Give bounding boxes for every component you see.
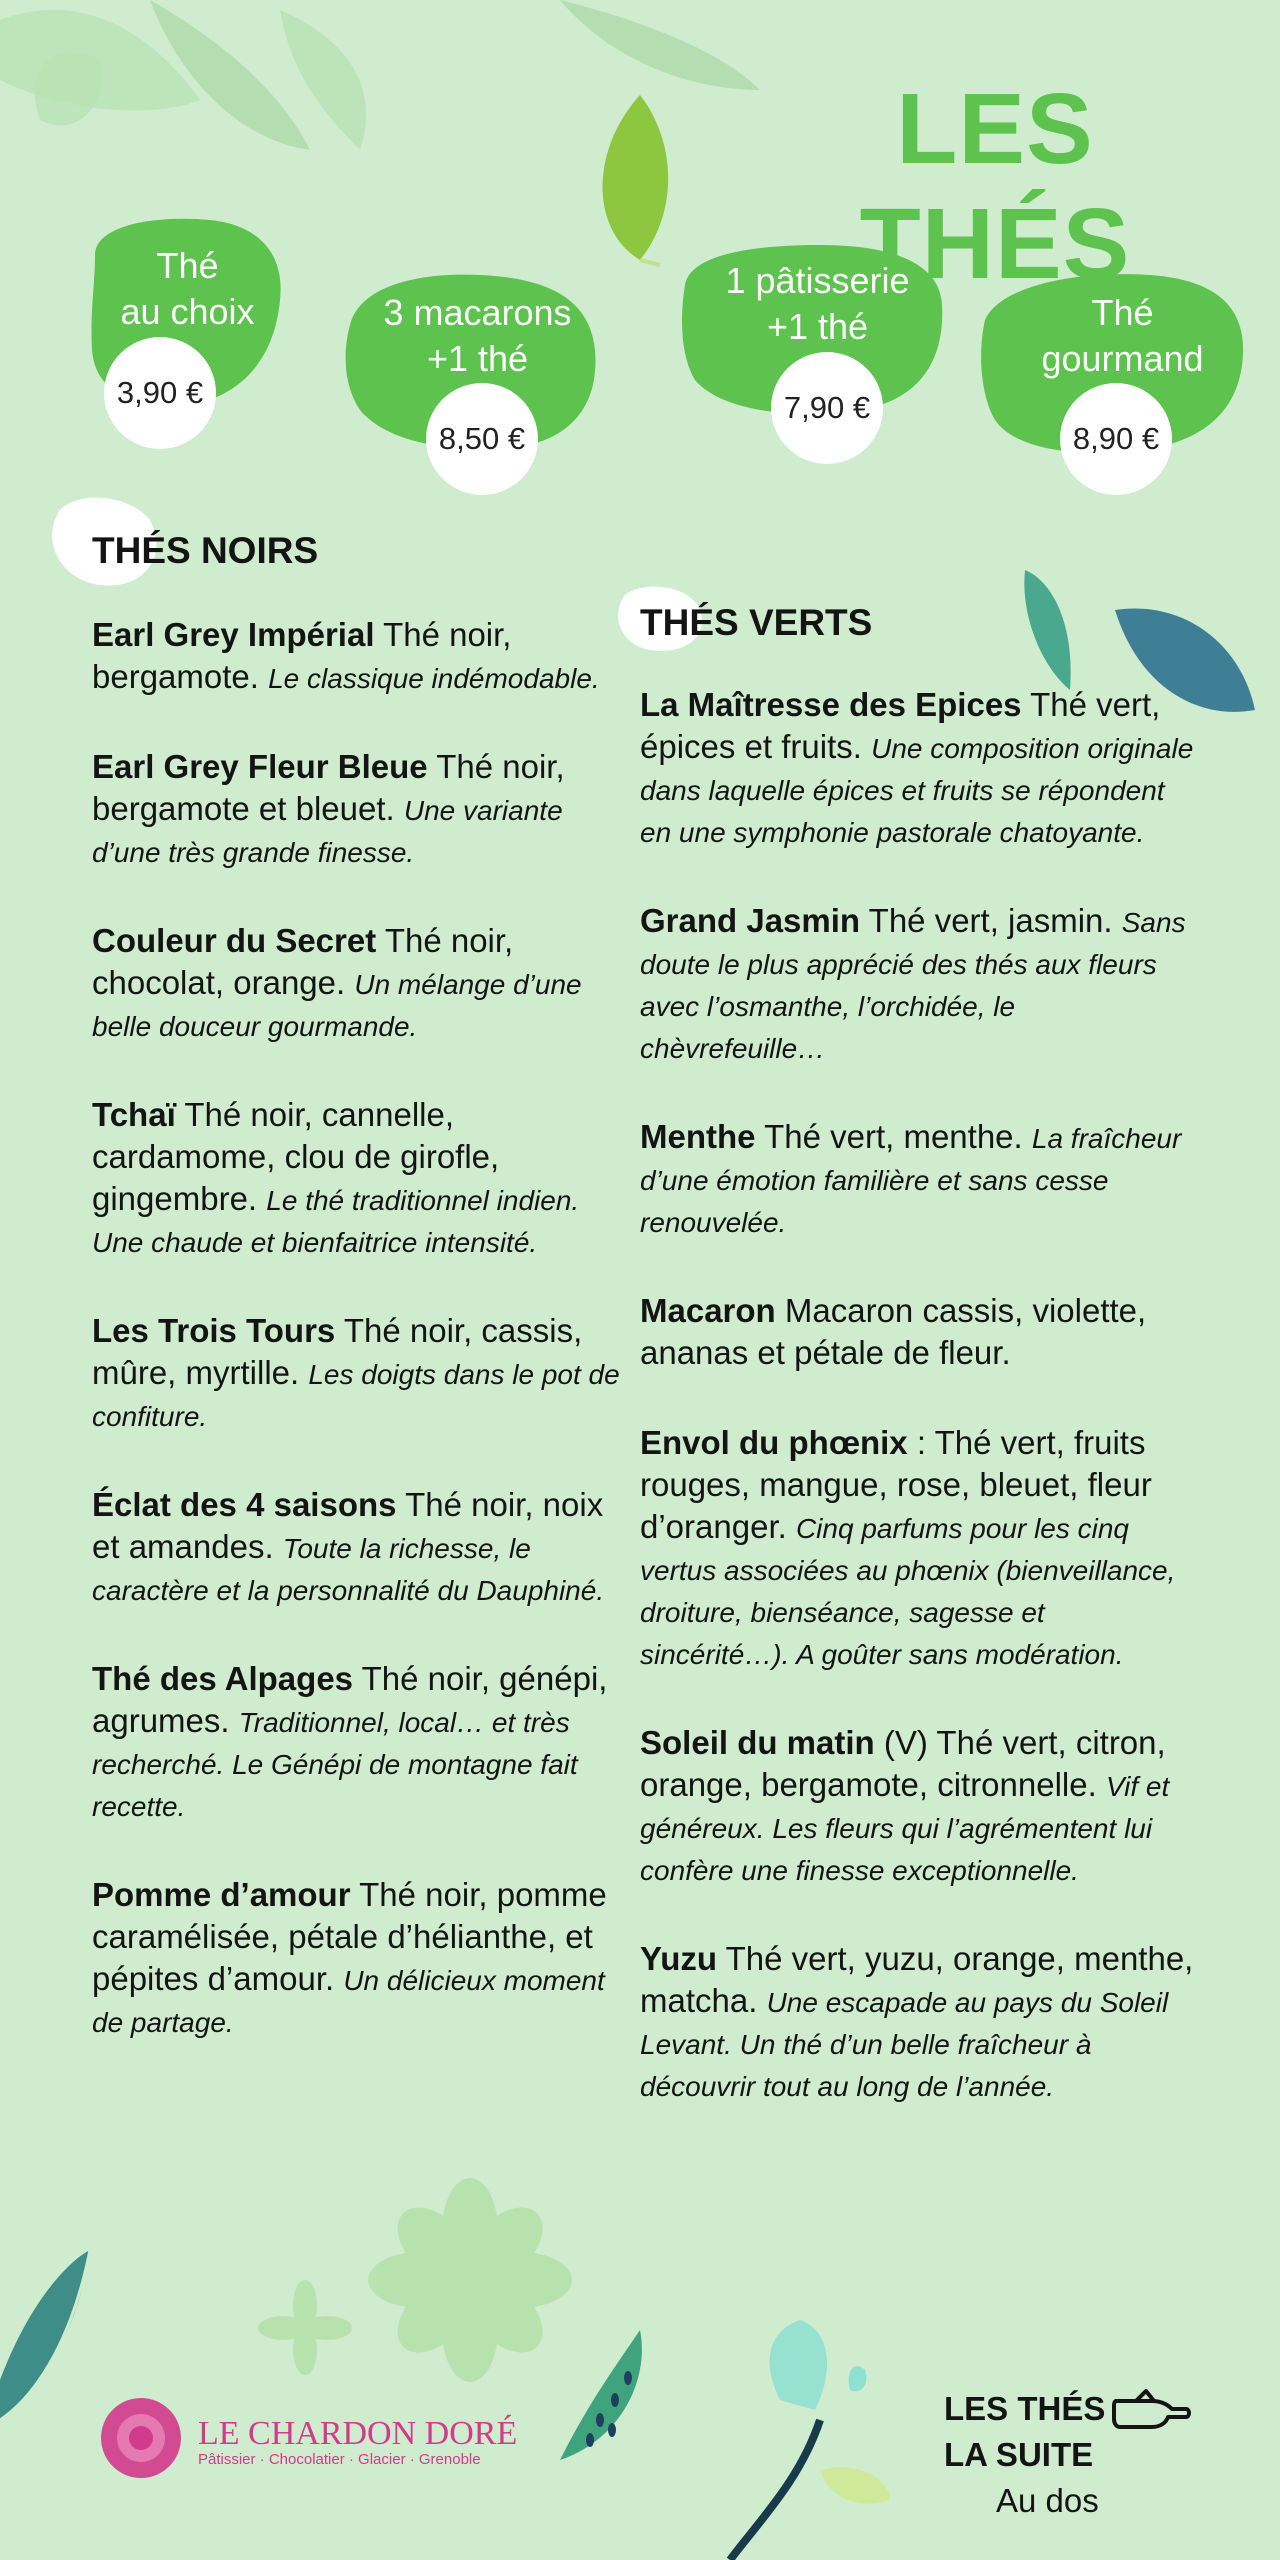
- item-desc: Thé vert, menthe.: [764, 1118, 1023, 1155]
- logo-mark: [101, 2398, 181, 2478]
- list-item: [92, 614, 622, 698]
- item-desc: Thé noir, cassis, mûre, myrtille.: [92, 1312, 583, 1391]
- list-item: [640, 1116, 1200, 1242]
- list-item: [92, 1874, 622, 2042]
- item-note: Une escapade au pays du Soleil Levant. Un thé d’un belle fraîcheur à découvrir tout au long de l’année.: [640, 1987, 1169, 2102]
- more-teas-line1: LES THÉS: [944, 2390, 1106, 2427]
- offer-1: [95, 243, 280, 335]
- item-desc: Thé noir, noix et amandes.: [92, 1486, 604, 1565]
- list-item: [640, 1290, 1200, 1374]
- offer-2-line1: 3 macarons: [383, 292, 572, 333]
- item-desc: Thé vert, yuzu, orange, menthe, matcha.: [640, 1940, 1194, 2019]
- list-item: [640, 1722, 1200, 1890]
- item-note: Cinq parfums pour les cinq vertus associées au phœnix (bienveillance, droiture, bienséance, sagesse et sincérité…). A goûter sans modération.: [640, 1513, 1176, 1670]
- offer-4-line1: Thé: [1091, 292, 1154, 333]
- list-item: [92, 1484, 622, 1610]
- item-note: Vif et généreux. Les fleurs qui l’agrémentent lui confère une finesse exceptionnelle.: [640, 1771, 1170, 1886]
- offer-4: [1000, 290, 1245, 382]
- item-desc: Thé noir, bergamote et bleuet.: [92, 748, 565, 827]
- item-desc: Thé noir, bergamote.: [92, 616, 512, 695]
- more-teas-line2: LA SUITE: [944, 2436, 1094, 2473]
- pointing-hand-icon: [1112, 2387, 1192, 2429]
- item-desc: Thé noir, pomme caramélisée, pétale d’hélianthe, et pépites d’amour.: [92, 1876, 607, 1997]
- item-note: Le classique indémodable.: [268, 663, 600, 694]
- offer-3-price: 7,90 €: [771, 352, 883, 464]
- item-note: Sans doute le plus apprécié des thés aux fleurs avec l’osmanthe, l’orchidée, le chèvrefeuille…: [640, 907, 1186, 1064]
- item-note: Traditionnel, local… et très recherché. Le Génépi de montagne fait recette.: [92, 1707, 578, 1822]
- item-desc: : Thé vert, fruits rouges, mangue, rose, bleuet, fleur d’oranger.: [640, 1424, 1152, 1545]
- item-desc: Thé noir, cannelle, cardamome, clou de girofle, gingembre.: [92, 1096, 500, 1217]
- list-item: [92, 746, 622, 872]
- leaf-green: [603, 95, 669, 260]
- offer-2-price: 8,50 €: [426, 383, 538, 495]
- item-desc: Thé vert, jasmin.: [868, 902, 1113, 939]
- item-note: Une composition originale dans laquelle épices et fruits se répondent en une symphonie pastorale chatoyante.: [640, 733, 1194, 848]
- offer-3-line2: +1 thé: [766, 306, 869, 347]
- offer-4-price: 8,90 €: [1060, 383, 1172, 495]
- item-desc: Thé noir, génépi, agrumes.: [92, 1660, 608, 1739]
- offer-2: [355, 290, 600, 382]
- list-item: [92, 1658, 622, 1826]
- list-item: [640, 1422, 1200, 1674]
- list-item: [640, 900, 1200, 1068]
- offer-4-line2: gourmand: [1041, 338, 1204, 379]
- offer-3: [695, 258, 940, 350]
- item-name: Macaron: [640, 1292, 776, 1329]
- item-name: La Maîtresse des Epices: [640, 686, 1022, 723]
- item-desc: Thé noir, chocolat, orange.: [92, 922, 514, 1001]
- offer-1-line2: au choix: [120, 291, 255, 332]
- item-name: Couleur du Secret: [92, 922, 377, 959]
- brand-tagline: Pâtissier · Chocolatier · Glacier · Grenoble: [198, 2451, 481, 2468]
- verts-column: [640, 602, 1200, 2106]
- item-name: Tchaï: [92, 1096, 176, 1133]
- offer-1-line1: Thé: [156, 245, 219, 286]
- offer-1-price: 3,90 €: [104, 337, 216, 449]
- item-note: Toute la richesse, le caractère et la personnalité du Dauphiné.: [92, 1533, 605, 1606]
- item-name: Menthe: [640, 1118, 756, 1155]
- list-item: [640, 684, 1200, 852]
- item-note: La fraîcheur d’une émotion familière et sans cesse renouvelée.: [640, 1123, 1182, 1238]
- item-name: Les Trois Tours: [92, 1312, 336, 1349]
- item-note: Un mélange d’une belle douceur gourmande.: [92, 969, 582, 1042]
- list-item: [92, 1094, 622, 1262]
- item-desc: Macaron cassis, violette, ananas et pétale de fleur.: [640, 1292, 1147, 1371]
- item-name: Éclat des 4 saisons: [92, 1486, 397, 1523]
- list-item: [640, 1938, 1200, 2106]
- item-note: Un délicieux moment de partage.: [92, 1965, 605, 2038]
- offer-3-line1: 1 pâtisserie: [725, 260, 910, 301]
- list-item: [92, 920, 622, 1046]
- item-name: Earl Grey Fleur Bleue: [92, 748, 428, 785]
- verts-heading: THÉS VERTS: [640, 602, 873, 643]
- more-teas-line3: Au dos: [996, 2482, 1099, 2519]
- item-note: Les doigts dans le pot de confiture.: [92, 1359, 620, 1432]
- noirs-heading: THÉS NOIRS: [92, 530, 319, 571]
- item-name: Envol du phœnix: [640, 1424, 908, 1461]
- item-name: Earl Grey Impérial: [92, 616, 375, 653]
- page-title: LES THÉS: [859, 73, 1131, 300]
- item-name: Soleil du matin: [640, 1724, 875, 1761]
- item-desc: (V) Thé vert, citron, orange, bergamote, citronnelle.: [640, 1724, 1166, 1803]
- item-note: Une variante d’une très grande finesse.: [92, 795, 563, 868]
- item-name: Yuzu: [640, 1940, 718, 1977]
- noirs-column: [92, 530, 622, 2042]
- item-name: Thé des Alpages: [92, 1660, 354, 1697]
- item-name: Grand Jasmin: [640, 902, 861, 939]
- item-note: Le thé traditionnel indien. Une chaude et bienfaitrice intensité.: [92, 1185, 580, 1258]
- offer-2-line2: +1 thé: [426, 338, 529, 379]
- item-desc: Thé vert, épices et fruits.: [640, 686, 1161, 765]
- list-item: [92, 1310, 622, 1436]
- item-name: Pomme d’amour: [92, 1876, 351, 1913]
- brand-name: LE CHARDON DORÉ: [198, 2415, 518, 2452]
